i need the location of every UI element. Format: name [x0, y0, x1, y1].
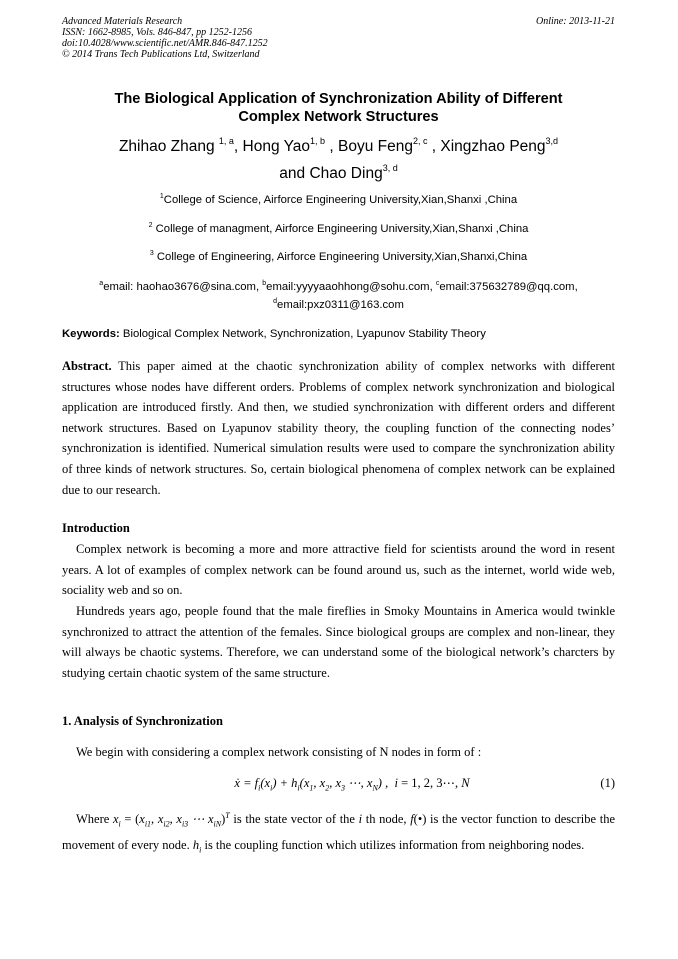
vector-function-desc: is the vector function to describe the movement of every node. [62, 812, 615, 853]
author-sup: 2, c [412, 136, 428, 146]
affiliation-text: College of Science, Airforce Engineering University,Xian,Shanxi ,China [163, 194, 518, 206]
author-line-2 [62, 160, 615, 187]
email-sup: d [273, 298, 278, 305]
affiliation-sup: 2 [148, 222, 153, 229]
author-sup: 3,d [545, 136, 559, 146]
author-list [62, 133, 615, 187]
email-line-2 [62, 296, 615, 314]
online-date: Online: 2013-11-21 [536, 16, 615, 27]
section-1-heading: 1. Analysis of Synchronization [62, 714, 223, 728]
introduction-paragraph-2: Hundreds years ago, people found that the male fireflies in Smoky Mountains in America would twinkle synchronized to attract the attention of the females. Since biological groups are complex and non-linear, they will always be chaotic systems. Therefore, we can understand some of the biological network’s charcters by studying certain chaotic system of the same structure. [62, 604, 615, 680]
affiliation-3 [62, 250, 615, 264]
section-1-paragraph-1: We begin with considering a complex network consisting of N nodes in form of : [76, 745, 482, 759]
doi-line: doi:10.4028/www.scientific.net/AMR.846-847.1252 [62, 38, 268, 49]
author-name: Zhihao Zhang [118, 138, 219, 155]
author-sup: 1, a [218, 136, 234, 146]
introduction-heading: Introduction [62, 521, 130, 535]
author-name: , Xingzhao Peng [427, 138, 546, 155]
coupling-function-desc: is the coupling function which utilizes information from neighboring nodes. [201, 838, 585, 853]
section-1-paragraph-2 [62, 806, 615, 861]
affiliation-1 [62, 193, 615, 207]
email-c: email:375632789@qq.com, [439, 281, 578, 293]
paper-title [62, 90, 615, 126]
affiliation-sup: 1 [159, 193, 164, 200]
author-name: , Boyu Feng [325, 138, 413, 155]
issn-line: ISSN: 1662-8985, Vols. 846-847, pp 1252-1256 [62, 27, 252, 38]
keywords [62, 327, 615, 341]
affiliation-text: College of managment, Airforce Engineering University,Xian,Shanxi ,China [152, 223, 529, 235]
email-b: email:yyyyaaohhong@sohu.com, [266, 281, 436, 293]
vector-function-formula: f(•) [410, 812, 427, 827]
journal-header [62, 16, 268, 60]
equation-1 [62, 773, 615, 793]
author-sup: 3, d [382, 163, 398, 173]
title-line-2: Complex Network Structures [238, 109, 439, 125]
node-index: i [358, 812, 363, 827]
introduction-paragraph-1: Complex network is becoming a more and more attractive field for scientists around the word in resent years. A lot of examples of complex network can be found around us, such as the internet, world wide web, sociality web and so on. [62, 542, 615, 598]
author-name: and Chao Ding [279, 165, 383, 182]
journal-name: Advanced Materials Research [62, 16, 183, 27]
email-sup: c [435, 280, 440, 287]
author-line-1 [62, 133, 615, 160]
keywords-label: Keywords: [62, 328, 120, 340]
abstract-label: Abstract. [62, 359, 112, 373]
where-text: Where [76, 812, 113, 827]
email-line-1 [62, 278, 615, 296]
affiliation-text: College of Engineering, Airforce Engineering University,Xian,Shanxi,China [153, 251, 528, 263]
abstract [62, 356, 615, 500]
equation-body: ẋ = $f_i(x_i) + h_i(x_1$, $x_2$, $x_3$ ⋯, $x_N$) , i = 1, 2, 3⋯, N [234, 776, 470, 793]
abstract-text: This paper aimed at the chaotic synchronization ability of complex networks with different structures whose nodes have different orders. Problems of complex network synchronization and biological application are introduced firstly. And then, we studied synchronization with different orders and different network structures. Based on Lyapunov stability theory, the coupling function of the connecting nodes’ synchronization is identified. Numerical simulation results were used to compare the synchronization ability of three kinds of network structures. So, certain biological phenomena of complex network can be explained due to our research. [62, 359, 615, 497]
state-vector-desc: is the state vector of the [229, 812, 359, 827]
state-vector-formula: $x_i = (x_{i1}$, $x_{i2}$, $x_{i3}$ ⋯ $x_{iN})^T$ [112, 811, 230, 829]
email-list [62, 278, 615, 314]
author-sup: 1, b [310, 136, 326, 146]
email-d: email:pxz0311@163.com [277, 299, 404, 311]
coupling-function-formula: $h_i$ [192, 838, 202, 855]
email-sup: a [99, 280, 104, 287]
affiliation-sup: 3 [149, 250, 154, 257]
node-desc: th node, [362, 812, 411, 827]
email-a: email: haohao3676@sina.com, [103, 281, 263, 293]
affiliation-2 [62, 222, 615, 236]
title-line-1: The Biological Application of Synchronization Ability of Different [114, 91, 563, 107]
author-name: , Hong Yao [233, 138, 311, 155]
keywords-text: Biological Complex Network, Synchronization, Lyapunov Stability Theory [119, 328, 486, 340]
equation-number: (1) [600, 776, 615, 790]
copyright-line: © 2014 Trans Tech Publications Ltd, Switzerland [62, 49, 260, 60]
email-sup: b [262, 280, 267, 287]
